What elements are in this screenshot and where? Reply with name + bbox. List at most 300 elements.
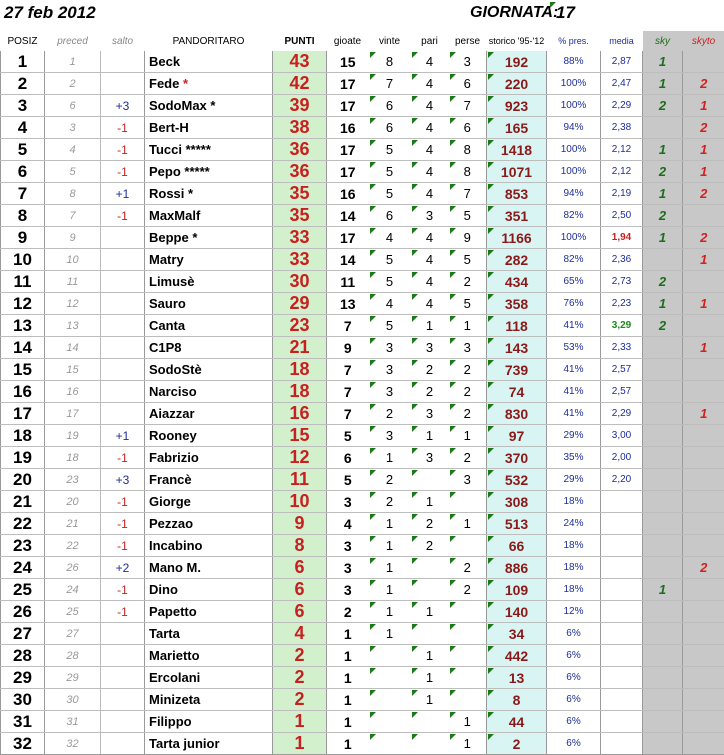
average-cell: 2,33 [601, 337, 643, 359]
rank-change-cell [101, 315, 145, 337]
player-name: Tarta junior [149, 736, 220, 751]
points-cell: 15 [273, 425, 327, 447]
lost-cell: 8 [449, 161, 487, 183]
points-cell: 33 [273, 227, 327, 249]
historic-points-cell: 923 [487, 95, 547, 117]
skyto-cell [683, 711, 724, 733]
table-row[interactable] [1, 293, 724, 315]
presence-cell: 41% [547, 381, 601, 403]
rank-change-cell [101, 381, 145, 403]
previous-position-cell: 31 [45, 711, 101, 733]
position-cell: 1 [1, 51, 45, 73]
won-cell: 8 [369, 51, 411, 73]
played-cell: 1 [327, 733, 369, 755]
player-name: Beck [149, 54, 180, 69]
table-header [1, 31, 724, 51]
played-cell: 2 [327, 601, 369, 623]
drawn-cell: 1 [411, 425, 449, 447]
rank-change-cell: -1 [101, 601, 145, 623]
col-preced[interactable]: preced [45, 31, 101, 51]
player-name-cell [145, 183, 273, 205]
previous-position-cell: 29 [45, 667, 101, 689]
position-cell: 11 [1, 271, 45, 293]
rank-change-cell [101, 337, 145, 359]
player-name: Rossi * [149, 186, 193, 201]
col-vinte[interactable]: vinte [369, 31, 411, 51]
col-punti[interactable]: PUNTI [273, 31, 327, 51]
sky-cell [643, 733, 683, 755]
sky-cell [643, 117, 683, 139]
player-name-cell [145, 601, 273, 623]
table-row[interactable] [1, 601, 724, 623]
position-cell: 7 [1, 183, 45, 205]
won-cell: 5 [369, 161, 411, 183]
won-cell [369, 733, 411, 755]
position-cell: 32 [1, 733, 45, 755]
previous-position-cell: 3 [45, 117, 101, 139]
historic-points-cell: 143 [487, 337, 547, 359]
won-cell: 7 [369, 73, 411, 95]
rank-change-cell [101, 51, 145, 73]
player-name: Beppe * [149, 230, 197, 245]
player-name: Pezzao [149, 516, 193, 531]
previous-position-cell: 11 [45, 271, 101, 293]
player-name: Pepo ***** [149, 164, 210, 179]
lost-cell: 3 [449, 51, 487, 73]
rank-change-cell: +1 [101, 183, 145, 205]
table-row[interactable] [1, 447, 724, 469]
giornata-number: 17 [556, 3, 575, 23]
played-cell: 1 [327, 689, 369, 711]
position-cell: 17 [1, 403, 45, 425]
previous-position-cell: 28 [45, 645, 101, 667]
historic-points-cell: 739 [487, 359, 547, 381]
previous-position-cell: 5 [45, 161, 101, 183]
previous-position-cell: 23 [45, 469, 101, 491]
table-row[interactable] [1, 249, 724, 271]
played-cell: 14 [327, 249, 369, 271]
average-cell: 3,00 [601, 425, 643, 447]
won-cell: 2 [369, 403, 411, 425]
rank-change-cell [101, 403, 145, 425]
star-marker: * [183, 76, 188, 91]
points-cell: 21 [273, 337, 327, 359]
skyto-cell [683, 667, 724, 689]
played-cell: 13 [327, 293, 369, 315]
table-row[interactable] [1, 51, 724, 73]
sky-cell [643, 337, 683, 359]
points-cell: 2 [273, 667, 327, 689]
table-row[interactable] [1, 469, 724, 491]
sky-cell: 1 [643, 51, 683, 73]
played-cell: 15 [327, 51, 369, 73]
player-name-cell [145, 293, 273, 315]
table-row[interactable] [1, 689, 724, 711]
player-name: Dino [149, 582, 178, 597]
position-cell: 18 [1, 425, 45, 447]
historic-points-cell: 370 [487, 447, 547, 469]
played-cell: 6 [327, 447, 369, 469]
drawn-cell [411, 469, 449, 491]
lost-cell: 3 [449, 337, 487, 359]
rank-change-cell: +2 [101, 557, 145, 579]
drawn-cell: 4 [411, 95, 449, 117]
player-name: Mano M. [149, 560, 201, 575]
won-cell: 6 [369, 95, 411, 117]
historic-points-cell: 853 [487, 183, 547, 205]
rank-change-cell: -1 [101, 117, 145, 139]
points-cell: 29 [273, 293, 327, 315]
previous-position-cell: 13 [45, 315, 101, 337]
rank-change-cell [101, 249, 145, 271]
table-row[interactable] [1, 579, 724, 601]
position-cell: 22 [1, 513, 45, 535]
won-cell: 5 [369, 249, 411, 271]
drawn-cell [411, 557, 449, 579]
table-row[interactable] [1, 73, 724, 95]
position-cell: 12 [1, 293, 45, 315]
points-cell: 39 [273, 95, 327, 117]
sky-cell: 1 [643, 183, 683, 205]
col-media[interactable]: media [601, 31, 643, 51]
player-name-cell [145, 491, 273, 513]
historic-points-cell: 109 [487, 579, 547, 601]
previous-position-cell: 12 [45, 293, 101, 315]
player-name-cell [145, 51, 273, 73]
historic-points-cell: 1071 [487, 161, 547, 183]
lost-cell [449, 645, 487, 667]
col-storico[interactable]: storico '95-'12 [487, 31, 547, 51]
skyto-cell [683, 645, 724, 667]
player-name-cell [145, 667, 273, 689]
table-row[interactable] [1, 711, 724, 733]
player-name: Canta [149, 318, 185, 333]
presence-cell: 18% [547, 535, 601, 557]
table-row[interactable] [1, 667, 724, 689]
presence-cell: 82% [547, 249, 601, 271]
player-name: SodoStè [149, 362, 202, 377]
col-pres[interactable]: % pres. [547, 31, 601, 51]
points-cell: 18 [273, 381, 327, 403]
drawn-cell: 1 [411, 601, 449, 623]
player-name-cell [145, 579, 273, 601]
table-row[interactable] [1, 139, 724, 161]
won-cell: 5 [369, 183, 411, 205]
played-cell: 14 [327, 205, 369, 227]
rank-change-cell [101, 645, 145, 667]
presence-cell: 6% [547, 733, 601, 755]
presence-cell: 12% [547, 601, 601, 623]
average-cell: 2,73 [601, 271, 643, 293]
rank-change-cell [101, 667, 145, 689]
played-cell: 17 [327, 139, 369, 161]
player-name-cell [145, 689, 273, 711]
previous-position-cell: 1 [45, 51, 101, 73]
skyto-cell [683, 601, 724, 623]
lost-cell: 1 [449, 733, 487, 755]
rank-change-cell [101, 227, 145, 249]
rank-change-cell: -1 [101, 491, 145, 513]
col-salto[interactable]: salto [101, 31, 145, 51]
player-name: Francè [149, 472, 192, 487]
player-name: Marietto [149, 648, 200, 663]
rank-change-cell: -1 [101, 161, 145, 183]
table-row[interactable] [1, 491, 724, 513]
points-cell: 35 [273, 205, 327, 227]
table-row[interactable] [1, 381, 724, 403]
table-row[interactable] [1, 183, 724, 205]
drawn-cell: 2 [411, 513, 449, 535]
won-cell: 3 [369, 359, 411, 381]
average-cell [601, 601, 643, 623]
presence-cell: 88% [547, 51, 601, 73]
won-cell: 5 [369, 315, 411, 337]
header-bar [0, 0, 724, 30]
position-cell: 28 [1, 645, 45, 667]
played-cell: 11 [327, 271, 369, 293]
won-cell: 1 [369, 623, 411, 645]
skyto-cell [683, 205, 724, 227]
previous-position-cell: 30 [45, 689, 101, 711]
rank-change-cell: -1 [101, 535, 145, 557]
position-cell: 16 [1, 381, 45, 403]
historic-points-cell: 118 [487, 315, 547, 337]
rank-change-cell: -1 [101, 513, 145, 535]
won-cell: 6 [369, 117, 411, 139]
player-name: Sauro [149, 296, 186, 311]
lost-cell: 2 [449, 579, 487, 601]
lost-cell: 2 [449, 271, 487, 293]
table-row[interactable] [1, 337, 724, 359]
table-row[interactable] [1, 161, 724, 183]
played-cell: 5 [327, 469, 369, 491]
skyto-cell: 1 [683, 293, 724, 315]
average-cell: 2,47 [601, 73, 643, 95]
table-row[interactable] [1, 227, 724, 249]
played-cell: 1 [327, 711, 369, 733]
presence-cell: 29% [547, 425, 601, 447]
presence-cell: 18% [547, 557, 601, 579]
rank-change-cell: +3 [101, 95, 145, 117]
table-row[interactable] [1, 557, 724, 579]
drawn-cell: 4 [411, 249, 449, 271]
presence-cell: 29% [547, 469, 601, 491]
table-row[interactable] [1, 403, 724, 425]
position-cell: 26 [1, 601, 45, 623]
position-cell: 15 [1, 359, 45, 381]
table-row[interactable] [1, 623, 724, 645]
presence-cell: 18% [547, 579, 601, 601]
sky-cell: 2 [643, 95, 683, 117]
historic-points-cell: 74 [487, 381, 547, 403]
table-row[interactable] [1, 205, 724, 227]
points-cell: 9 [273, 513, 327, 535]
drawn-cell: 1 [411, 645, 449, 667]
table-row[interactable] [1, 117, 724, 139]
points-cell: 6 [273, 601, 327, 623]
table-row[interactable] [1, 95, 724, 117]
player-name: Minizeta [149, 692, 200, 707]
sky-cell: 2 [643, 271, 683, 293]
average-cell: 2,12 [601, 161, 643, 183]
presence-cell: 6% [547, 667, 601, 689]
skyto-cell: 2 [683, 73, 724, 95]
lost-cell: 5 [449, 249, 487, 271]
average-cell: 2,50 [601, 205, 643, 227]
average-cell [601, 689, 643, 711]
won-cell: 3 [369, 425, 411, 447]
skyto-cell: 1 [683, 249, 724, 271]
position-cell: 23 [1, 535, 45, 557]
played-cell: 3 [327, 491, 369, 513]
player-name: SodoMax * [149, 98, 215, 113]
sky-cell [643, 601, 683, 623]
sky-cell: 1 [643, 139, 683, 161]
table-row[interactable] [1, 513, 724, 535]
previous-position-cell: 17 [45, 403, 101, 425]
rank-change-cell [101, 711, 145, 733]
drawn-cell: 4 [411, 227, 449, 249]
points-cell: 38 [273, 117, 327, 139]
player-name-cell [145, 139, 273, 161]
presence-cell: 41% [547, 359, 601, 381]
position-cell: 8 [1, 205, 45, 227]
drawn-cell [411, 733, 449, 755]
table-row[interactable] [1, 271, 724, 293]
col-skyto[interactable]: skyto [683, 31, 724, 51]
points-cell: 10 [273, 491, 327, 513]
sky-cell [643, 359, 683, 381]
sky-cell: 1 [643, 579, 683, 601]
previous-position-cell: 8 [45, 183, 101, 205]
previous-position-cell: 20 [45, 491, 101, 513]
historic-points-cell: 220 [487, 73, 547, 95]
lost-cell [449, 667, 487, 689]
position-cell: 30 [1, 689, 45, 711]
player-name: Ercolani [149, 670, 200, 685]
sky-cell: 1 [643, 227, 683, 249]
table-row[interactable] [1, 535, 724, 557]
won-cell: 2 [369, 491, 411, 513]
average-cell: 1,94 [601, 227, 643, 249]
previous-position-cell: 19 [45, 425, 101, 447]
lost-cell [449, 491, 487, 513]
player-name-cell [145, 205, 273, 227]
skyto-cell [683, 513, 724, 535]
won-cell [369, 667, 411, 689]
historic-points-cell: 513 [487, 513, 547, 535]
presence-cell: 94% [547, 117, 601, 139]
previous-position-cell: 10 [45, 249, 101, 271]
table-row[interactable] [1, 733, 724, 755]
player-name-cell [145, 73, 273, 95]
lost-cell [449, 535, 487, 557]
drawn-cell: 3 [411, 205, 449, 227]
presence-cell: 41% [547, 315, 601, 337]
average-cell: 2,23 [601, 293, 643, 315]
previous-position-cell: 6 [45, 95, 101, 117]
rank-change-cell: -1 [101, 205, 145, 227]
skyto-cell: 2 [683, 557, 724, 579]
won-cell: 1 [369, 601, 411, 623]
col-pandoritaro[interactable]: PANDORITARO [145, 31, 273, 51]
lost-cell: 7 [449, 95, 487, 117]
previous-position-cell: 14 [45, 337, 101, 359]
lost-cell: 1 [449, 425, 487, 447]
skyto-cell: 1 [683, 95, 724, 117]
presence-cell: 6% [547, 689, 601, 711]
table-row[interactable] [1, 645, 724, 667]
average-cell [601, 557, 643, 579]
points-cell: 11 [273, 469, 327, 491]
sky-cell: 1 [643, 73, 683, 95]
historic-points-cell: 66 [487, 535, 547, 557]
points-cell: 36 [273, 139, 327, 161]
average-cell [601, 645, 643, 667]
points-cell: 8 [273, 535, 327, 557]
table-row[interactable] [1, 315, 724, 337]
won-cell: 1 [369, 513, 411, 535]
player-name: Fabrizio [149, 450, 199, 465]
previous-position-cell: 27 [45, 623, 101, 645]
rank-change-cell: -1 [101, 447, 145, 469]
lost-cell: 6 [449, 117, 487, 139]
col-perse[interactable]: perse [449, 31, 487, 51]
played-cell: 7 [327, 315, 369, 337]
lost-cell: 7 [449, 183, 487, 205]
historic-points-cell: 830 [487, 403, 547, 425]
position-cell: 13 [1, 315, 45, 337]
giornata-label: GIORNATA: [470, 4, 558, 22]
skyto-cell [683, 425, 724, 447]
col-posiz[interactable]: POSIZ [1, 31, 45, 51]
played-cell: 1 [327, 623, 369, 645]
historic-points-cell: 434 [487, 271, 547, 293]
skyto-cell: 2 [683, 183, 724, 205]
points-cell: 33 [273, 249, 327, 271]
lost-cell: 5 [449, 205, 487, 227]
player-name-cell [145, 403, 273, 425]
col-pari[interactable]: pari [411, 31, 449, 51]
won-cell [369, 689, 411, 711]
previous-position-cell: 15 [45, 359, 101, 381]
played-cell: 9 [327, 337, 369, 359]
skyto-cell: 2 [683, 227, 724, 249]
col-sky[interactable]: sky [643, 31, 683, 51]
presence-cell: 82% [547, 205, 601, 227]
historic-points-cell: 140 [487, 601, 547, 623]
lost-cell: 2 [449, 557, 487, 579]
average-cell [601, 733, 643, 755]
sky-cell [643, 689, 683, 711]
table-row[interactable] [1, 359, 724, 381]
previous-position-cell: 4 [45, 139, 101, 161]
points-cell: 23 [273, 315, 327, 337]
table-row[interactable] [1, 425, 724, 447]
report-date: 27 feb 2012 [4, 3, 96, 23]
col-giocate[interactable]: gioate [327, 31, 369, 51]
points-cell: 43 [273, 51, 327, 73]
player-name-cell [145, 733, 273, 755]
position-cell: 4 [1, 117, 45, 139]
previous-position-cell: 22 [45, 535, 101, 557]
player-name: Rooney [149, 428, 197, 443]
won-cell: 3 [369, 337, 411, 359]
previous-position-cell: 16 [45, 381, 101, 403]
player-name-cell [145, 315, 273, 337]
historic-points-cell: 442 [487, 645, 547, 667]
sky-cell [643, 645, 683, 667]
